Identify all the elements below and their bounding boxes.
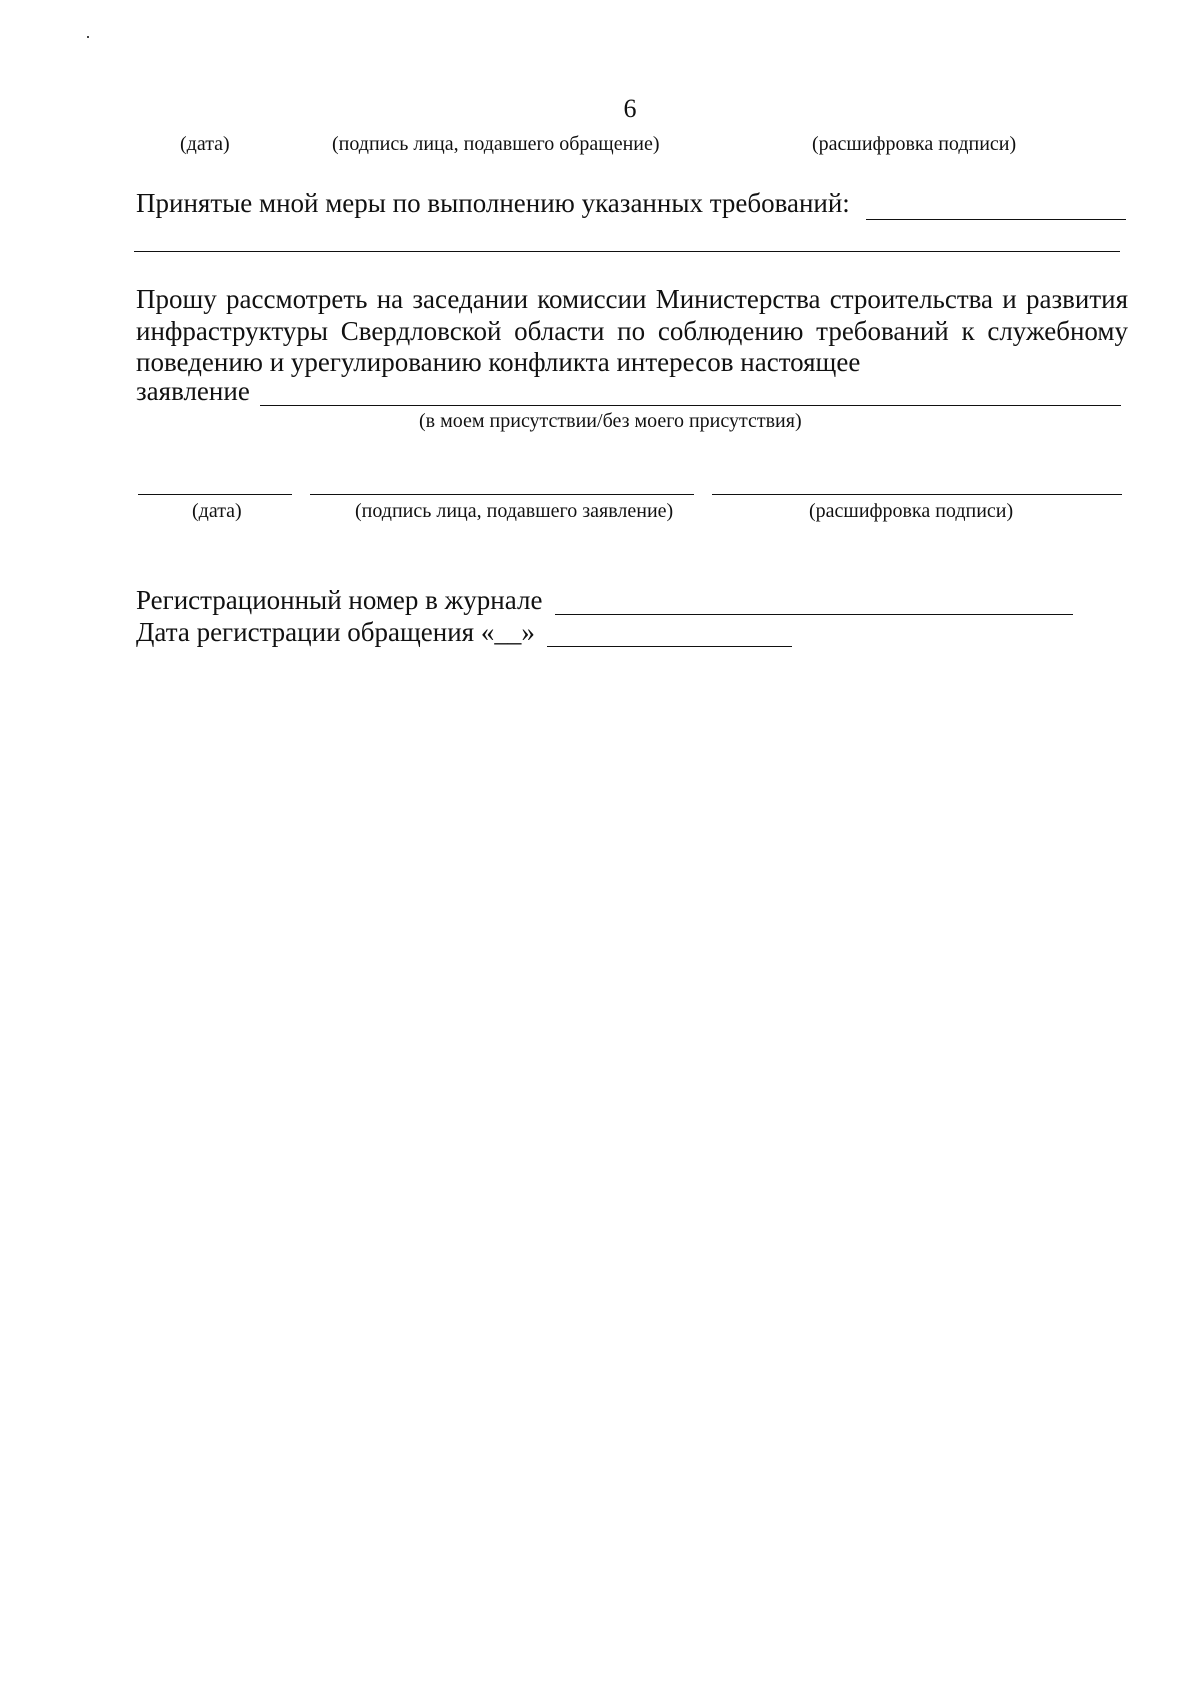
request-last-word: заявление	[136, 376, 250, 406]
request-paragraph: Прошу рассмотреть на заседании комиссии Министерства строительства и развития инфраструктуры Свердловской области по соблюдению требований к служебному поведению и урегулированию конфликта интересов настоящее	[136, 284, 1128, 377]
date-line-bottom	[138, 494, 292, 495]
registration-number-label: Регистрационный номер в журнале	[136, 585, 543, 615]
page-number: 6	[623, 94, 637, 123]
registration-date-line	[547, 646, 792, 647]
date-caption-top: (дата)	[180, 133, 230, 155]
measures-line-2	[134, 251, 1120, 252]
registration-number-line	[555, 614, 1073, 615]
presence-caption: (в моем присутствии/без моего присутствия)	[419, 410, 802, 432]
registration-date-label: Дата регистрации обращения «__»	[136, 617, 535, 647]
signature-line-bottom	[310, 494, 694, 495]
signature-caption-top: (подпись лица, подавшего обращение)	[332, 133, 660, 155]
signature-caption-bottom: (подпись лица, подавшего заявление)	[355, 500, 674, 522]
scan-speck	[87, 36, 89, 38]
decoding-line-bottom	[712, 494, 1122, 495]
measures-label: Принятые мной меры по выполнению указанных требований:	[136, 188, 850, 218]
presence-line	[260, 405, 1121, 406]
decoding-caption-bottom: (расшифровка подписи)	[809, 500, 1014, 522]
decoding-caption-top: (расшифровка подписи)	[812, 133, 1017, 155]
date-caption-bottom: (дата)	[192, 500, 242, 522]
measures-line-1	[866, 219, 1126, 220]
